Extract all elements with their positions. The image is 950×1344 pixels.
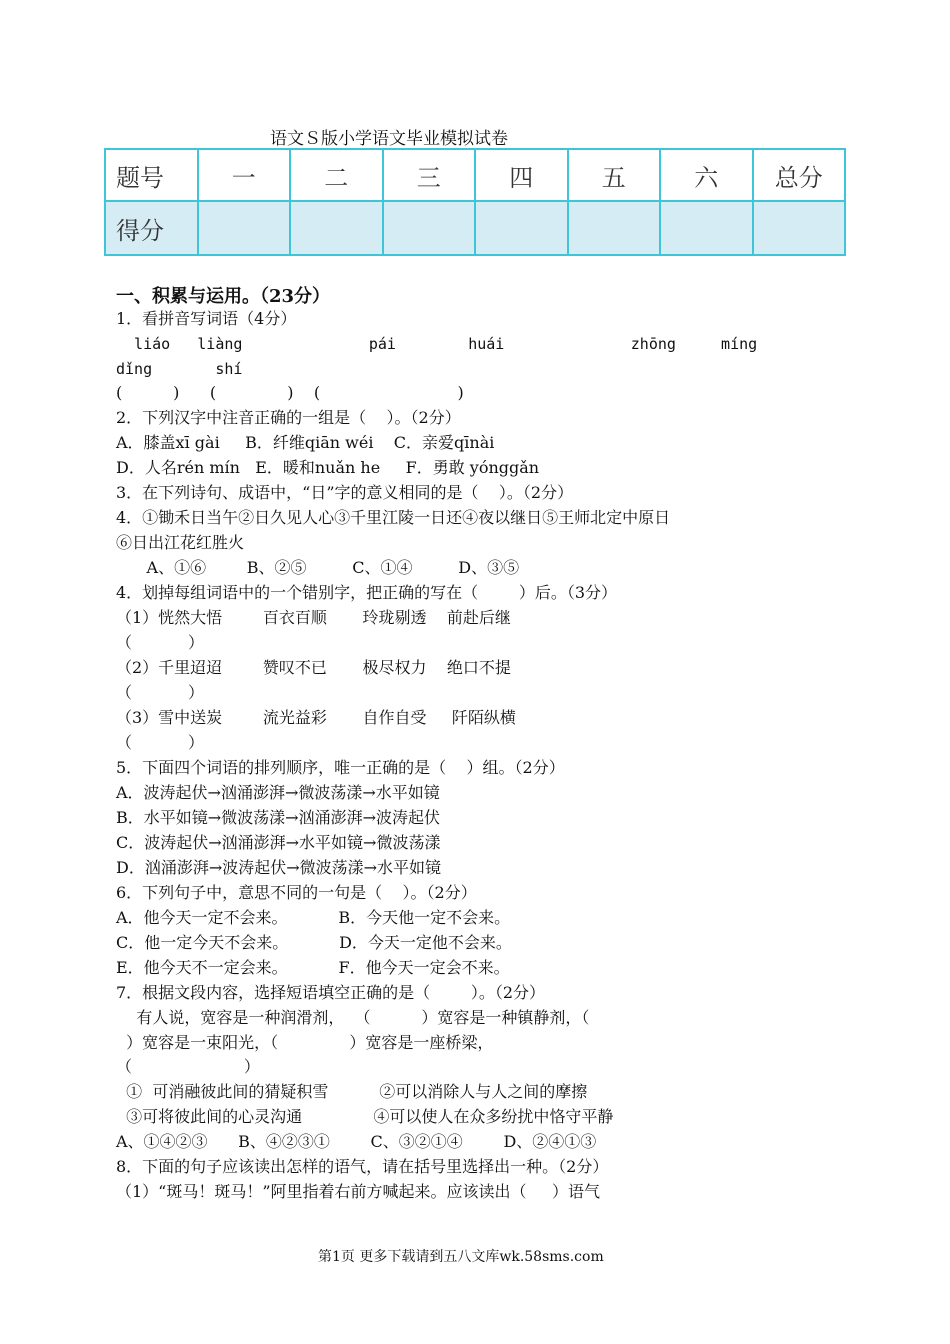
option-line: C．他一定今天不会来。 D．今天一定他不会来。 bbox=[116, 933, 512, 952]
question-line: 4．划掉每组词语中的一个错别字，把正确的写在（ ）后。（3分） bbox=[116, 583, 618, 602]
score-cell: 得分 bbox=[105, 201, 198, 255]
score-cell: 一 bbox=[198, 149, 291, 201]
score-input-cell[interactable] bbox=[568, 201, 661, 255]
question-line: 7．根据文段内容，选择短语填空正确的是（ ）。（2分） bbox=[116, 983, 546, 1002]
answer-blank-line[interactable]: （ ） bbox=[116, 683, 204, 702]
pinyin-line: liáo liàng pái huái zhōng míng bbox=[116, 335, 758, 353]
option-line: A、①④②③ B、④②③① C、③②①④ D、②④①③ bbox=[116, 1132, 597, 1151]
option-line: B．水平如镜→微波荡漾→汹涌澎湃→波涛起伏 bbox=[116, 808, 440, 827]
question-line: 1．看拼音写词语（4分） bbox=[116, 309, 297, 328]
answer-blank-line[interactable]: ( ) ( ) ( ) bbox=[116, 383, 464, 402]
score-cell: 六 bbox=[660, 149, 753, 201]
word-group-line: （2）千里迢迢 赞叹不已 极尽权力 绝口不提 bbox=[116, 658, 511, 677]
option-line: C．波涛起伏→汹涌澎湃→水平如镜→微波荡漾 bbox=[116, 833, 441, 852]
document-title: 语文Ｓ版小学语文毕业模拟试卷 bbox=[270, 129, 508, 149]
score-cell: 五 bbox=[568, 149, 661, 201]
score-input-cell[interactable] bbox=[753, 201, 846, 255]
choice-line: ③可将彼此间的心灵沟通 ④可以使人在众多纷扰中恪守平静 bbox=[116, 1107, 614, 1126]
score-cell: 三 bbox=[383, 149, 476, 201]
score-table-header-row bbox=[105, 149, 845, 201]
option-line: A．波涛起伏→汹涌澎湃→微波荡漾→水平如镜 bbox=[116, 783, 440, 802]
option-line: D．汹涌澎湃→波涛起伏→微波荡漾→水平如镜 bbox=[116, 858, 442, 877]
question-line: 3．在下列诗句、成语中，“日”字的意义相同的是（ ）。（2分） bbox=[116, 483, 574, 502]
option-line: A、①⑥ B、②⑤ C、①④ D、③⑤ bbox=[116, 558, 520, 577]
passage-line: ）宽容是一束阳光，（ ）宽容是一座桥梁， bbox=[116, 1033, 494, 1052]
question-line: ⑥日出江花红胜火 bbox=[116, 533, 245, 552]
option-line: E．他今天不一定会来。 F．他今天一定会不来。 bbox=[116, 958, 510, 977]
score-input-cell[interactable] bbox=[660, 201, 753, 255]
option-line: A．他今天一定不会来。 B．今天他一定不会来。 bbox=[116, 908, 511, 927]
answer-blank-line[interactable]: （ ） bbox=[116, 733, 204, 752]
score-cell: 总分 bbox=[753, 149, 846, 201]
score-table bbox=[104, 148, 846, 256]
question-line: 5．下面四个词语的排列顺序，唯一正确的是（ ）组。（2分） bbox=[116, 758, 565, 777]
word-group-line: （3）雪中送炭 流光益彩 自作自受 阡陌纵横 bbox=[116, 708, 516, 727]
question-line: 8．下面的句子应该读出怎样的语气，请在括号里选择出一种。（2分） bbox=[116, 1157, 609, 1176]
section-heading: 一、积累与运用。（23分） bbox=[116, 286, 331, 307]
score-cell: 题号 bbox=[105, 149, 198, 201]
option-line: A．膝盖xī gài B．纤维qiān wéi C．亲爱qīnài bbox=[116, 433, 495, 452]
answer-blank-line[interactable]: （ ） bbox=[116, 633, 204, 652]
score-input-cell[interactable] bbox=[475, 201, 568, 255]
page-footer: 第1页 更多下载请到五八文库wk.58sms.com bbox=[318, 1249, 604, 1265]
question-line: 4．①锄禾日当午②日久见人心③千里江陵一日还④夜以继日⑤王师北定中原日 bbox=[116, 508, 671, 527]
passage-line: 有人说，宽容是一种润滑剂， （ ）宽容是一种镇静剂，（ bbox=[116, 1008, 590, 1027]
option-line: D．人名rén mín E．暖和nuǎn he F．勇敢 yónggǎn bbox=[116, 458, 540, 477]
word-group-line: （1）恍然大悟 百衣百顺 玲珑剔透 前赴后继 bbox=[116, 608, 511, 627]
question-line: （1）“斑马！斑马！”阿里指着右前方喊起来。应该读出（ ）语气 bbox=[116, 1182, 600, 1201]
score-input-cell[interactable] bbox=[290, 201, 383, 255]
score-cell: 四 bbox=[475, 149, 568, 201]
score-input-cell[interactable] bbox=[198, 201, 291, 255]
score-cell: 二 bbox=[290, 149, 383, 201]
question-line: 2．下列汉字中注音正确的一组是（ ）。（2分） bbox=[116, 408, 461, 427]
question-line: 6．下列句子中，意思不同的一句是（ ）。（2分） bbox=[116, 883, 477, 902]
score-input-cell[interactable] bbox=[383, 201, 476, 255]
pinyin-line: dǐng shí bbox=[116, 360, 243, 378]
score-table-score-row bbox=[105, 201, 845, 255]
choice-line: ① 可消融彼此间的猜疑积雪 ②可以消除人与人之间的摩擦 bbox=[116, 1082, 588, 1101]
answer-blank-line[interactable]: （ ） bbox=[116, 1057, 260, 1076]
